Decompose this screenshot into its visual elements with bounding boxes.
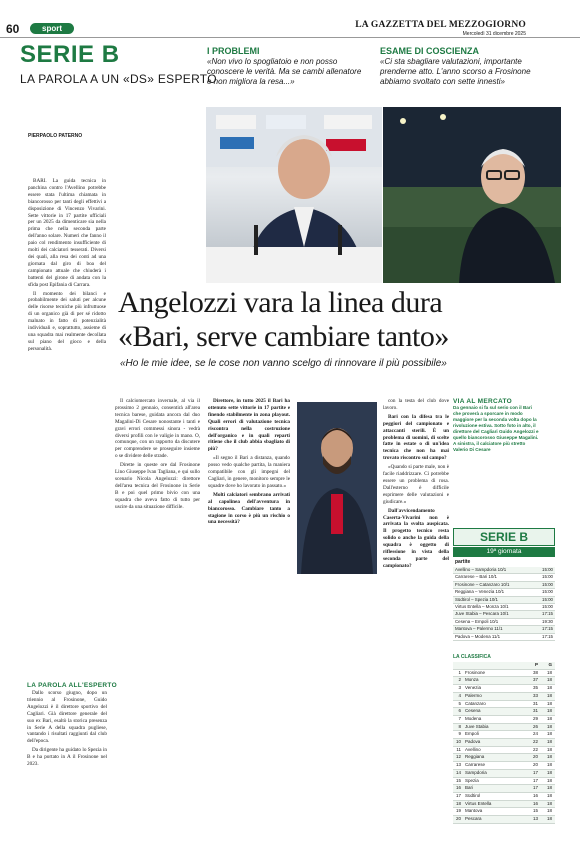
standings-team: Cesena: [465, 708, 481, 714]
standings-pos: 5: [458, 700, 461, 706]
standings-pl: 18: [546, 685, 552, 691]
match-teams: Carrarese – Bari 10/1: [455, 574, 497, 580]
standings-pos: 17: [455, 792, 461, 798]
match-teams: Juve Stabia – Pescara 10/1: [455, 611, 509, 617]
section-title: SERIE B: [20, 41, 120, 68]
standings-team: Juve Stabia: [465, 723, 489, 729]
standings-team: Avellino: [465, 746, 481, 752]
match-row: [453, 611, 555, 618]
match-time: 17:15: [542, 626, 553, 632]
expert-box-heading: LA PAROLA ALL'ESPERTO: [27, 682, 117, 689]
standings-pos: 11: [456, 746, 461, 752]
standings-team: Empoli: [465, 731, 479, 737]
standings-team: Monza: [465, 677, 479, 683]
standings-pts: 20: [532, 754, 538, 760]
standings-team: Padova: [465, 739, 481, 745]
match-time: 15:00: [542, 596, 553, 602]
standings-pos: 12: [455, 754, 461, 760]
table-title: SERIE B: [479, 530, 528, 544]
table-round: 19ª giornata: [453, 547, 555, 557]
standings-pts: 31: [532, 700, 538, 706]
standings-row: [453, 685, 555, 693]
body-column-3: [208, 398, 290, 834]
body-paragraph: Il momento dei bilanci e probabilmente dei saluti per alcune delle risorse tecniche più infruttuose di un organico già di per sé ridotto malnato in fatto di potenzialità individuali e, soprattutto, assieme di una squadra mai realmente decollata sul piano del gioco e della personalità.: [28, 290, 106, 352]
match-time: 17:15: [542, 633, 553, 639]
standings-pts: 17: [532, 769, 538, 775]
standings-pl: 18: [546, 739, 552, 745]
standings-pl: 18: [546, 769, 552, 775]
match-time: 15:00: [542, 574, 553, 580]
standings-row: [453, 708, 555, 716]
standings-pos: 16: [455, 785, 461, 791]
standings-team: Sampdoria: [465, 769, 487, 775]
match-row: [453, 567, 555, 574]
sport-logo: sport: [30, 23, 74, 34]
standings-pts: 16: [532, 792, 538, 798]
body-question: Dall'avvicendamento Caserta-Vivarini non è arrivata la svolta auspicata. Il progetto tecnico resta solido o anche la guida della squadra è oggetto di riflessione in vista della seconda parte del campionato?: [383, 507, 449, 569]
standings-pos: 19: [455, 808, 461, 814]
body-paragraph: Da dirigente ha guidato lo Spezia in B e ha portato in A il Frosinone nel 2023.: [27, 747, 107, 768]
standings-row: [453, 693, 555, 701]
standings-pts: 17: [532, 785, 538, 791]
match-row: [453, 619, 555, 626]
mercato-caption: Da gennaio si fa sul serio con il Bari che proverà a sporcare in modo maggiore per la seconda volta dopo la rivoluzione estiva. Sotto foto in alto, il direttore del Cagliari Guido Angelozzi e quello biancorosso Giuseppe Magalini. A sinistra, il calciatore più stretto Valerio Di Cesare: [453, 405, 539, 452]
standings-pl: 18: [546, 754, 552, 760]
standings-pos: 7: [458, 715, 461, 721]
standings-heading: LA CLASSIFICA: [453, 654, 491, 660]
headline-line-1: Angelozzi vara la linea dura: [118, 286, 443, 319]
standings-team: Virtus Entella: [465, 800, 492, 806]
section-subtitle: LA PAROLA A UN «DS» ESPERTO: [20, 72, 217, 86]
standings-col-header: P: [534, 662, 538, 667]
body-paragraph: «Quando si parte male, non è facile riaddrizzare. Ci potrebbe essere un problema di rosa. Dall'esterno è difficile esprimere delle valutazioni e giudicare.»: [383, 464, 449, 505]
standings-pl: 18: [546, 777, 552, 783]
issue-date: Mercoledì 31 dicembre 2025: [462, 31, 526, 37]
photo-press-conference: [206, 107, 382, 283]
standings-team: Catanzaro: [465, 700, 486, 706]
article-headline: [118, 286, 580, 354]
match-teams: Virtus Entella – Monza 10/1: [455, 604, 509, 610]
standings-row: [453, 747, 555, 755]
match-time: 17:15: [542, 611, 553, 617]
standings-team: Pescara: [465, 816, 482, 822]
match-time: 19:30: [542, 618, 553, 624]
standings-pos: 8: [458, 723, 461, 729]
standings-pos: 9: [458, 731, 461, 737]
match-time: 15:00: [542, 604, 553, 610]
standings-col-header: [463, 662, 523, 669]
standings-pts: 22: [532, 739, 538, 745]
article-subhead: «Ho le mie idee, se le cose non vanno scelgo di rinnovare il più possibile»: [120, 358, 447, 369]
expert-box-text: [27, 690, 107, 835]
standings-pl: 18: [546, 762, 552, 768]
body-question: Molti calciatori sembrano arrivati al capolinea dell'avventura in biancorosso. Cambiare tanto a stagione in corso è più un rischio o una necessità?: [208, 491, 290, 526]
standings-pts: 24: [532, 731, 538, 737]
standings-pos: 4: [458, 692, 461, 698]
match-time: 15:00: [542, 581, 553, 587]
page-number: 60: [6, 22, 20, 36]
standings-row: [453, 770, 555, 778]
photo-player: [297, 402, 377, 574]
standings-team: Frosinone: [465, 669, 486, 675]
standings-pos: 18: [455, 800, 461, 806]
body-paragraph: Il calciomercato invernale, al via il prossimo 2 gennaio, consentirà all'area tecnica barese, guidata ancora dal duo Magalini-Di Cesare nonostante i tanti e gravi errori commessi sinora - vedrà diversi profili con le valigie in mano. O, comunque, con un rapporto da discutere per comprendere se proseguire insieme o se dividere delle strade.: [115, 398, 200, 460]
standings-pl: 18: [546, 731, 552, 737]
standings-team: Mantova: [465, 808, 483, 814]
quote-text-conscience: «Ci sta sbagliare valutazioni, importante prenderne atto. L'anno scorso a Frosinone abbiamo svoltato con sette innesti»: [380, 57, 531, 86]
match-teams: Südtirol – Spezia 10/1: [455, 596, 498, 602]
match-row: [453, 574, 555, 581]
player-illustration: [297, 402, 377, 574]
match-teams: Cesena – Empoli 10/1: [455, 618, 499, 624]
body-paragraph: BARI. La guida tecnica in panchina contro l'Avellino potrebbe essere stata l'ultima chiamata in biancorosso per tanti degli effettivi a disposizione di Vincenzo Vivarini. Sette vittorie in 17 partite ufficiali per un 2025 da dimenticare sia nella prima che nella seconda parte dell'anno solare. Numeri che fanno il paio col rendimento insufficiente di molti dei calciatori tesserati. Diversi dei quali, alla resa dei conti ad una giornata dal giro di boa del campionato attuale che chiuderà i battenti del girone di andata con la sfida post Epifania di Carrara.: [28, 178, 106, 288]
standings-table: [453, 662, 555, 824]
match-row: [453, 604, 555, 611]
standings-pts: 13: [532, 816, 538, 822]
standings-row: [453, 793, 555, 801]
standings-row: [453, 731, 555, 739]
standings-pts: 33: [532, 692, 538, 698]
body-question: Direttore, in tutto 2025 il Bari ha ottenuto sette vittorie in 17 partite e finendo stabilmente in zona playout. Quali errori di valutazione tecnica riscontra nella costruzione dell'organico e in quali reparti ritiene che il club abbia sbagliato di più?: [208, 398, 290, 453]
standings-row: [453, 808, 555, 816]
match-teams: Avellino – Sampdoria 10/1: [455, 567, 507, 572]
standings-pts: 26: [532, 723, 538, 729]
standings-pl: 18: [546, 816, 552, 822]
body-paragraph: Dirette in queste ore dal Frosinone Lino Giuseppe Ivan Tagliana, e qui sullo scenario Nicola Angelozzi: direttore dell'area tecnica del Frosinone in Serie B e poi quel primo bivio con una squadra che aveva fatto di tutto per uscire da una situazione difficile.: [115, 462, 200, 510]
standings-header-row: [453, 662, 555, 670]
standings-pos: 14: [455, 769, 461, 775]
standings-pl: 18: [546, 785, 552, 791]
body-paragraph: «Il segno il Bari a distanza, quando posso vedo qualche partita, la maniera compatibile con gli impegni del Cagliari, in genere, monitoro sempre le squadre dove ho lavorato in passato.»: [208, 455, 290, 489]
standings-pos: 1: [458, 669, 461, 675]
matches-list: [453, 567, 555, 641]
standings-pts: 22: [532, 746, 538, 752]
standings-pts: 29: [532, 715, 538, 721]
match-time: 15:00: [542, 567, 553, 572]
match-row: [453, 634, 555, 641]
standings-row: [453, 785, 555, 793]
article-author: PIERPAOLO PATERNO: [28, 133, 83, 139]
match-teams: Reggiana – Venezia 10/1: [455, 589, 505, 595]
standings-row: [453, 778, 555, 786]
standings-pl: 18: [546, 715, 552, 721]
standings-col-header: G: [548, 662, 552, 667]
standings-row: [453, 762, 555, 770]
standings-team: Bari: [465, 785, 474, 791]
standings-row: [453, 754, 555, 762]
standings-pl: 18: [546, 746, 552, 752]
body-column-4: [383, 398, 449, 834]
quote-heading-problems: I PROBLEMI: [207, 46, 260, 56]
standings-row: [453, 816, 555, 824]
standings-pl: 18: [546, 792, 552, 798]
standings-row: [453, 716, 555, 724]
standings-pts: 16: [532, 800, 538, 806]
photo-director-stadium: [383, 107, 561, 283]
standings-team: Spezia: [465, 777, 479, 783]
standings-row: [453, 739, 555, 747]
body-question: Bari con la difesa tra le peggiori del campionato e attaccanti sterili. È un problema di uomini, di scelte fatte in estate o di un'idea tecnica che non ha mai trovato riscontro sul campo?: [383, 413, 449, 462]
standings-pts: 38: [532, 669, 538, 675]
matches-heading: partite: [455, 559, 471, 565]
standings-pl: 18: [546, 800, 552, 806]
match-time: 15:00: [542, 589, 553, 595]
standings-pl: 18: [546, 808, 552, 814]
mercato-heading: VIA AL MERCATO: [453, 398, 512, 405]
standings-pos: 3: [458, 685, 461, 691]
standings-pts: 35: [532, 685, 538, 691]
standings-pos: 20: [455, 816, 461, 822]
headline-line-2: «Bari, serve cambiare tanto»: [118, 320, 449, 353]
standings-pts: 15: [532, 808, 538, 814]
match-teams: Padova – Modena 11/1: [455, 633, 501, 639]
standings-row: [453, 724, 555, 732]
standings-pos: 15: [455, 777, 461, 783]
standings-pos: 2: [458, 677, 461, 683]
match-row: [453, 589, 555, 596]
quote-text-problems: «Non vivo lo spogliatoio e non posso conoscere le verità. Ma se cambi allenatore e non migliora la resa...»: [207, 57, 362, 86]
standings-col-header: [453, 662, 463, 669]
body-paragraph: con la testa del club dove lavoro.: [383, 398, 449, 411]
quote-heading-conscience: ESAME DI COSCIENZA: [380, 46, 480, 56]
match-teams: Frosinone – Catanzaro 10/1: [455, 581, 510, 587]
newspaper-name: LA GAZZETTA DEL MEZZOGIORNO: [355, 20, 526, 30]
standings-pts: 37: [532, 677, 538, 683]
match-teams: Mantova – Palermo 11/1: [455, 626, 503, 632]
standings-row: [453, 670, 555, 678]
standings-pos: 13: [455, 762, 461, 768]
standings-row: [453, 801, 555, 809]
standings-pts: 20: [532, 762, 538, 768]
standings-team: Carrarese: [465, 762, 486, 768]
body-column-2: [115, 398, 200, 834]
standings-pl: 18: [546, 669, 552, 675]
standings-pl: 18: [546, 708, 552, 714]
match-row: [453, 626, 555, 633]
standings-team: Palermo: [465, 692, 482, 698]
standings-pts: 17: [532, 777, 538, 783]
match-row: [453, 582, 555, 589]
standings-pl: 18: [546, 677, 552, 683]
standings-pl: 18: [546, 700, 552, 706]
match-row: [453, 597, 555, 604]
standings-team: Reggiana: [465, 754, 485, 760]
standings-row: [453, 677, 555, 685]
standings-team: Venezia: [465, 685, 482, 691]
standings-row: [453, 701, 555, 709]
standings-pos: 10: [455, 739, 461, 745]
body-column-1: [28, 178, 106, 678]
standings-pts: 31: [532, 708, 538, 714]
standings-pos: 6: [458, 708, 461, 714]
standings-team: Südtirol: [465, 792, 481, 798]
standings-pl: 18: [546, 692, 552, 698]
standings-pl: 18: [546, 723, 552, 729]
body-paragraph: Dallo scorso giugno, dopo un triennio al Frosinone, Guido Angelozzi è il direttore sportivo del Cagliari. Già direttore generale del suo ex Bari, esaltò la storica presenza in Serie A della squadra pugliese, vantando i risultati raggiunti dal club dell'epoca.: [27, 690, 107, 745]
standings-team: Modena: [465, 715, 482, 721]
press-conference-illustration: [206, 107, 382, 283]
director-illustration: [383, 107, 561, 283]
